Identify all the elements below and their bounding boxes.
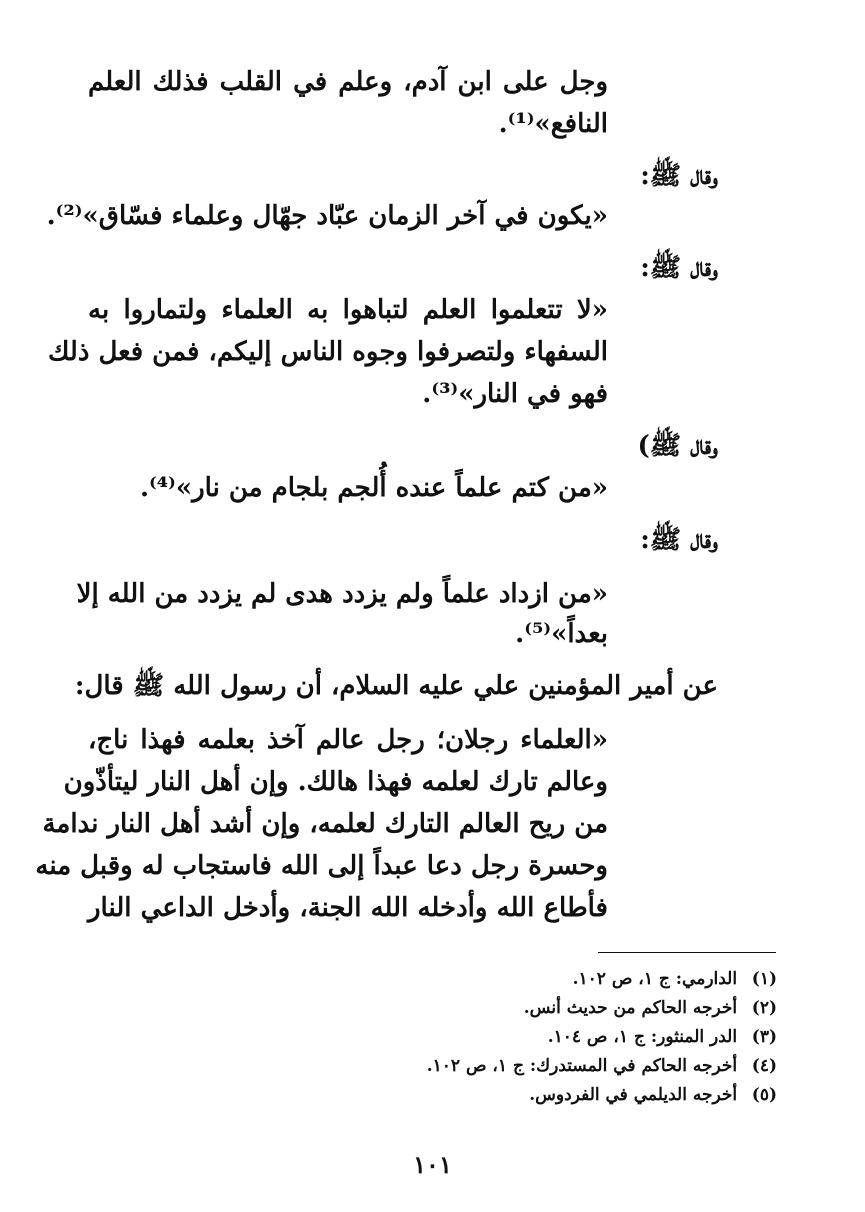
text-line: وحسرة رجل دعا عبداً إلى الله فاستجاب له وقبل منه (35, 851, 608, 881)
footnote-number: (٣) (751, 1027, 777, 1047)
footnote (427, 1053, 777, 1079)
text-line: وعالم تارك لعلمه فهذا هالك. وإن أهل النار ليتأذّون (63, 767, 608, 797)
footnote-number: (٥) (751, 1085, 777, 1105)
text-line: من ريح العالم التارك لعلمه، وإن أشد أهل النار ندامة (42, 809, 608, 839)
text-line: «من ازداد علماً ولم يزدد هدى لم يزدد من الله إلا (76, 579, 608, 609)
speaker-heading: وقال ﷺ: (640, 161, 718, 191)
text-line: «العلماء رجلان؛ رجل عالم آخذ بعلمه فهذا ناج، (88, 725, 608, 755)
text-line: النافع»⁽¹⁾. (498, 109, 608, 139)
text-line: «من كتم علماً عنده أُلجم بلجام من نار»⁽⁴⁾. (139, 473, 608, 503)
footnote-text: أخرجه الحاكم من حديث أنس. (523, 998, 738, 1018)
footnote-number: (٤) (751, 1056, 777, 1076)
footnote (573, 966, 777, 992)
text-line: «لا تتعلموا العلم لتباهوا به العلماء ولتماروا به (88, 295, 608, 325)
text-line: السفهاء ولتصرفوا وجوه الناس إليكم، فمن فعل ذلك (48, 337, 608, 367)
footnote-divider (598, 952, 776, 953)
footnote-number: (٢) (751, 998, 777, 1018)
text-line: فأطاع الله وأدخله الله الجنة، وأدخل الداعي النار (88, 893, 608, 923)
page-number: ١٠١ (413, 1150, 452, 1179)
text-line: فهو في النار»⁽³⁾. (422, 379, 608, 409)
text-line: «يكون في آخر الزمان عبّاد جهّال وعلماء فسّاق»⁽²⁾. (46, 201, 608, 231)
speaker-heading: وقال ﷺ: (640, 253, 718, 283)
footnote (548, 1024, 777, 1050)
text-line: وجل على ابن آدم، وعلم في القلب فذلك العلم (88, 67, 608, 97)
speaker-heading: وقال ﷺ: (640, 525, 718, 555)
footnote (529, 1082, 777, 1108)
footnote-number: (١) (751, 969, 777, 989)
footnote-text: الدارمي: ج ١، ص ١٠٢. (572, 969, 738, 989)
footnote-text: أخرجه الحاكم في المستدرك: ج ١، ص ١٠٢. (426, 1056, 738, 1076)
narration-line: عن أمير المؤمنين علي عليه السلام، أن رسول الله ﷺ قال: (74, 671, 718, 701)
footnote (524, 995, 777, 1021)
speaker-heading: وقال ﷺ) (637, 431, 718, 461)
footnote-text: الدر المنثور: ج ١، ص ١٠٤. (547, 1027, 738, 1047)
text-line: بعداً»⁽⁵⁾. (515, 619, 608, 649)
footnote-text: أخرجه الديلمي في الفردوس. (529, 1085, 738, 1105)
